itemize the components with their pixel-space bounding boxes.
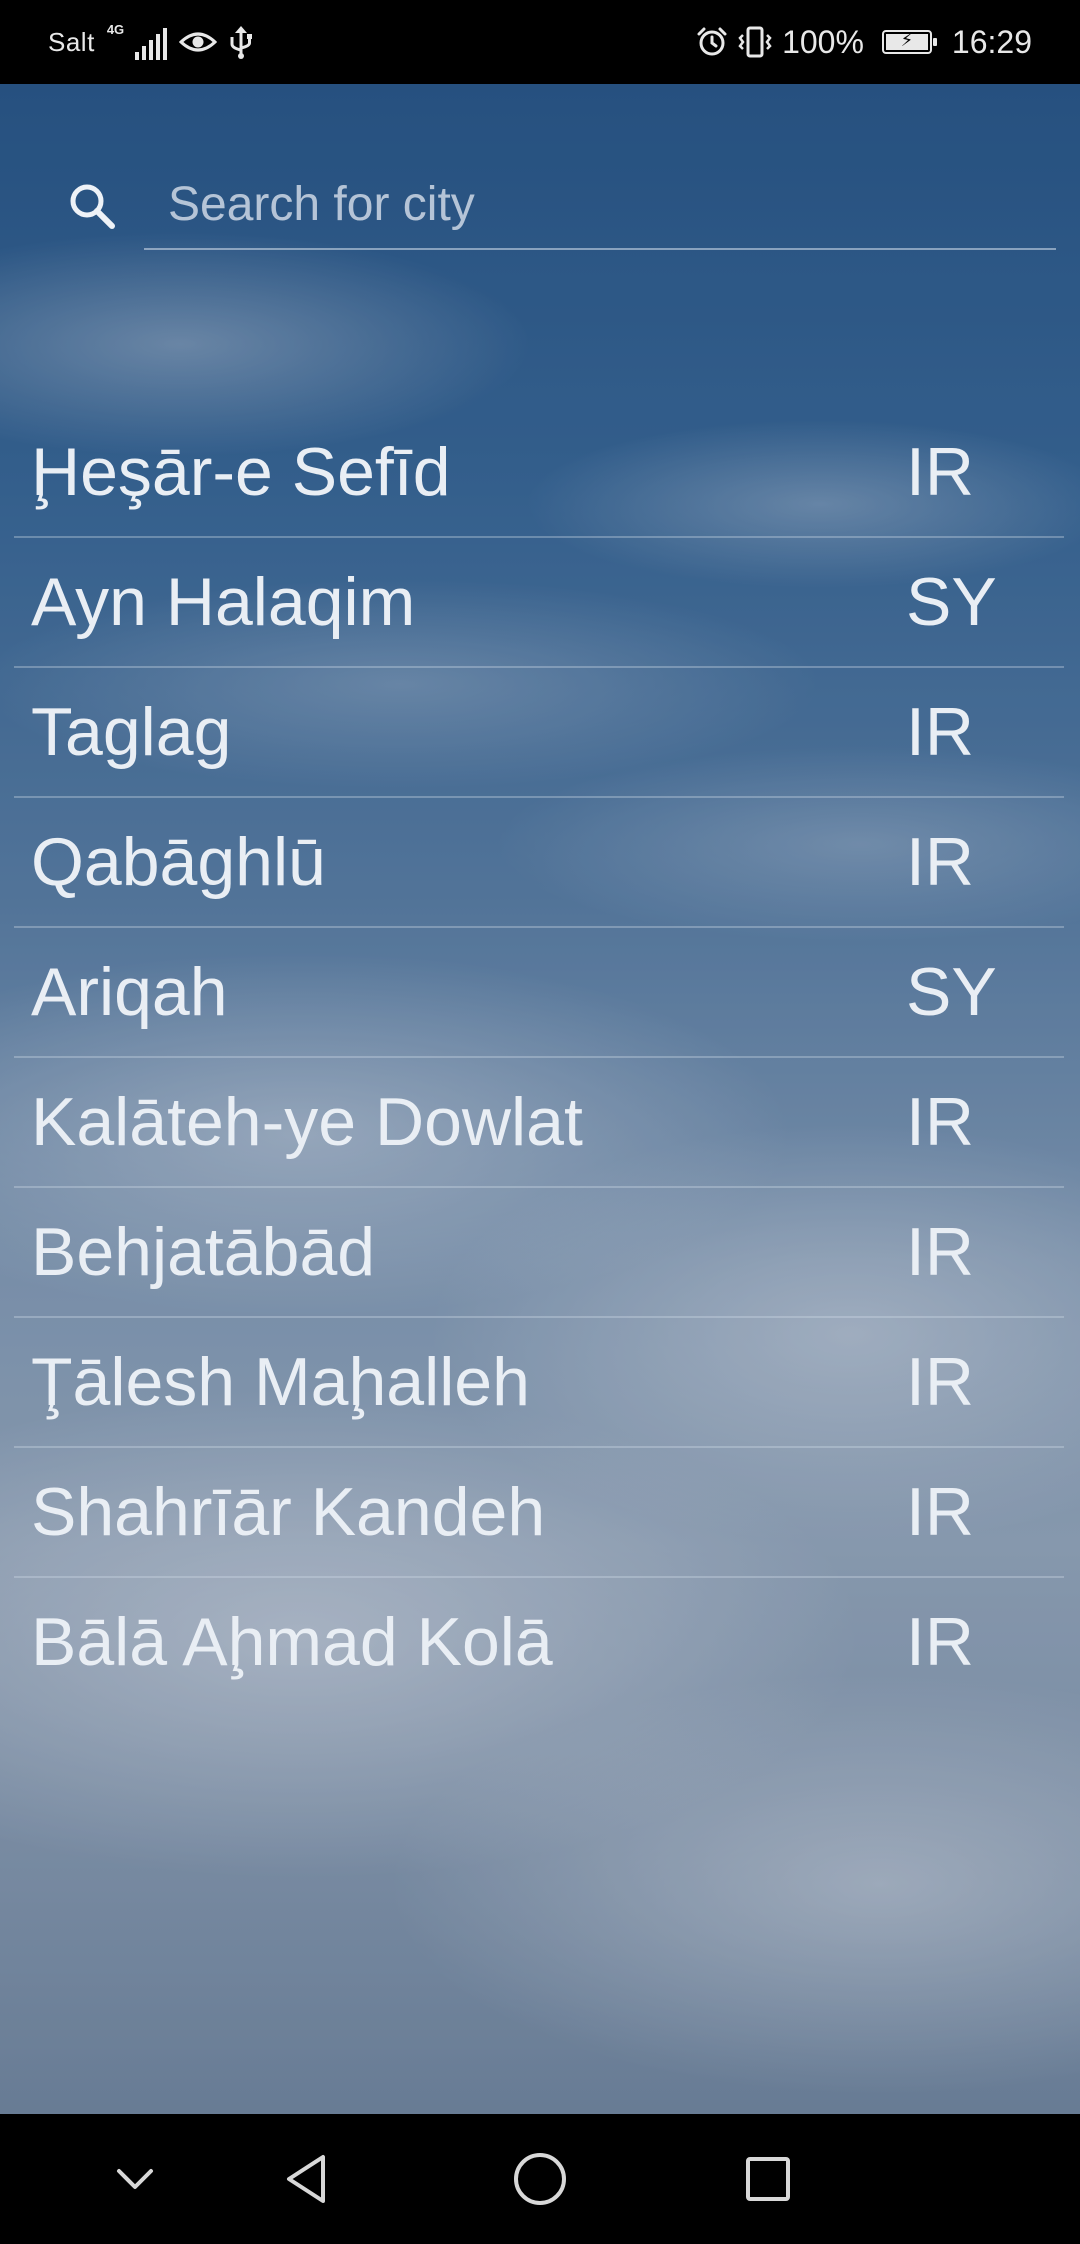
city-country-code: SY [906, 564, 997, 640]
city-row[interactable] [14, 668, 1064, 798]
status-right [696, 0, 1032, 84]
battery-level: 100% [782, 23, 864, 60]
city-row[interactable] [14, 1188, 1064, 1318]
city-name: Behjatābād [31, 1214, 376, 1290]
network-type: 4G [106, 22, 125, 37]
city-row[interactable] [14, 408, 1064, 538]
city-row[interactable] [14, 538, 1064, 668]
city-country-code: IR [906, 1214, 974, 1290]
eye-icon [179, 29, 217, 55]
search-bar [0, 144, 1080, 264]
city-country-code: IR [906, 824, 974, 900]
back-button[interactable] [269, 2139, 349, 2219]
battery-icon: ⚡ [882, 30, 932, 54]
collapse-button[interactable] [95, 2139, 175, 2219]
city-list [14, 408, 1064, 1708]
navigation-bar [0, 2114, 1080, 2244]
home-icon [511, 2150, 569, 2208]
city-name: Taglag [31, 694, 232, 770]
city-row[interactable] [14, 1578, 1064, 1708]
carrier-name: Salt [48, 26, 95, 57]
city-name: Bālā Aḩmad Kolā [31, 1604, 553, 1680]
city-search-screen [0, 84, 1080, 2114]
city-country-code: IR [906, 1604, 974, 1680]
back-icon [281, 2151, 337, 2207]
city-name: Shahrīār Kandeh [31, 1474, 546, 1550]
city-row[interactable] [14, 1318, 1064, 1448]
city-country-code: IR [906, 694, 974, 770]
city-name: Ţālesh Maḩalleh [31, 1344, 530, 1420]
city-country-code: IR [906, 1344, 974, 1420]
status-left [48, 0, 253, 84]
usb-icon [229, 25, 253, 59]
home-button[interactable] [500, 2139, 580, 2219]
signal-icon [107, 22, 167, 62]
city-country-code: IR [906, 1474, 974, 1550]
search-input[interactable] [168, 144, 1048, 264]
city-name: Ariqah [31, 954, 228, 1030]
search-underline [144, 248, 1056, 250]
alarm-icon [696, 26, 728, 58]
collapse-icon [113, 2157, 157, 2201]
city-name: Qabāghlū [31, 824, 326, 900]
city-row[interactable] [14, 1058, 1064, 1188]
city-row[interactable] [14, 798, 1064, 928]
city-name: Ḩeşār-e Sefīd [31, 434, 451, 510]
vibrate-icon [738, 25, 772, 59]
search-icon[interactable] [66, 180, 118, 232]
city-country-code: IR [906, 1084, 974, 1160]
city-country-code: IR [906, 434, 974, 510]
clock: 16:29 [951, 23, 1032, 60]
recents-button[interactable] [728, 2139, 808, 2219]
city-name: Ayn Halaqim [31, 564, 416, 640]
city-country-code: SY [906, 954, 997, 1030]
city-name: Kalāteh-ye Dowlat [31, 1084, 583, 1160]
recents-icon [743, 2154, 793, 2204]
status-bar [0, 0, 1080, 84]
city-row[interactable] [14, 1448, 1064, 1578]
city-row[interactable] [14, 928, 1064, 1058]
